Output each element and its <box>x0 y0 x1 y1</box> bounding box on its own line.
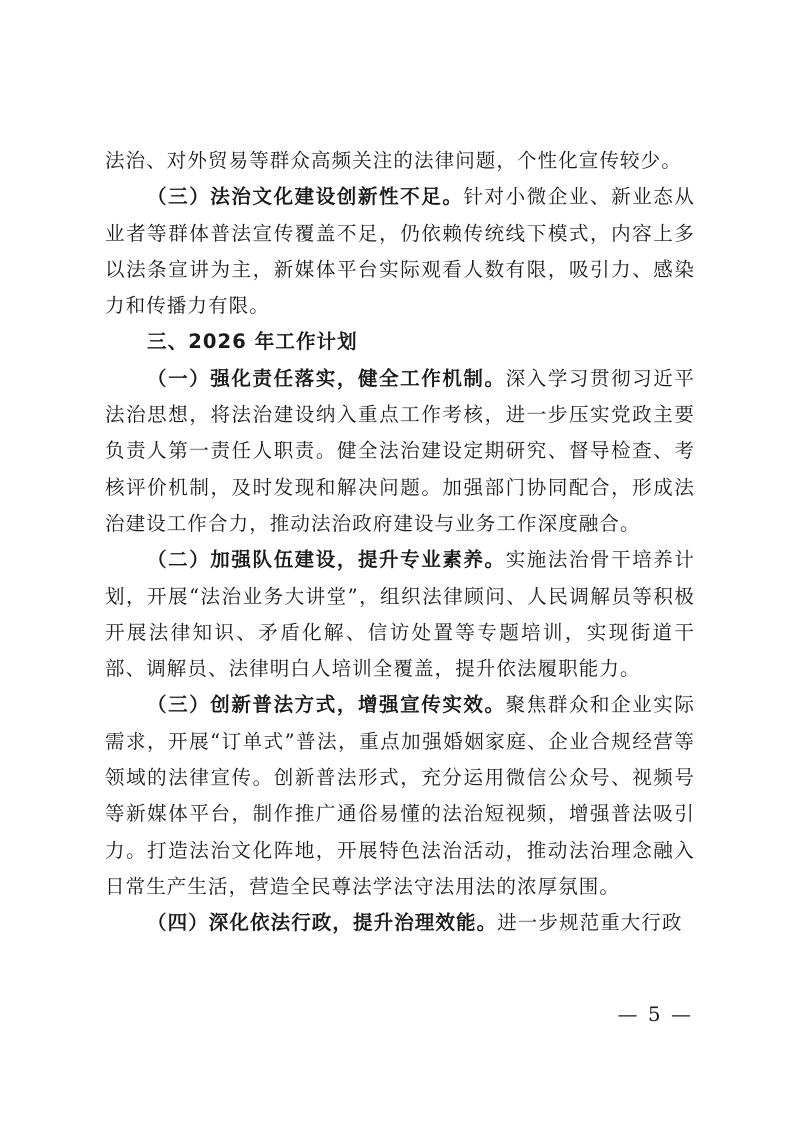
page-number: — 5 — <box>617 1002 693 1026</box>
paragraph-plan-3 <box>105 687 695 905</box>
paragraph-lead: （二）加强队伍建设，提升专业素养。 <box>147 548 506 572</box>
paragraph-problem-3 <box>105 179 695 324</box>
paragraph-plan-2 <box>105 542 695 687</box>
paragraph-plan-4 <box>105 905 695 941</box>
paragraph-text: 聚焦群众和企业实际需求，开展“订单式”普法，重点加强婚姻家庭、企业合规经营等领域的法律宣传。创新普法形式，充分运用微信公众号、视频号等新媒体平台，制作推广通俗易懂的法治短视频，增强普法吸引力。打造法治文化阵地，开展特色法治活动，推动法治理念融入日常生产生活，营造全民尊法学法守法用法的浓厚氛围。 <box>105 693 696 898</box>
paragraph-text: 针对小微企业、新业态从业者等群体普法宣传覆盖不足，仍依赖传统线下模式，内容上多以法条宣讲为主，新媒体平台实际观看人数有限，吸引力、感染力和传播力有限。 <box>105 185 695 318</box>
paragraph-continuation <box>105 143 695 179</box>
section-heading: 三、2026 年工作计划 <box>147 330 358 354</box>
paragraph-plan-1 <box>105 361 695 542</box>
paragraph-lead: （一）强化责任落实，健全工作机制。 <box>147 366 506 390</box>
paragraph-text: 实施法治骨干培养计划，开展“法治业务大讲堂”，组织法律顾问、人民调解员等积极开展法律知识、矛盾化解、信访处置等专题培训，实现街道干部、调解员、法律明白人培训全覆盖，提升依法履职能力。 <box>105 548 696 681</box>
paragraph-lead: （三）创新普法方式，增强宣传实效。 <box>147 693 506 717</box>
paragraph-lead: （四）深化依法行政，提升治理效能。 <box>147 911 498 935</box>
paragraph-text: 进一步规范重大行政 <box>497 911 683 935</box>
paragraph-text: 法治、对外贸易等群众高频关注的法律问题，个性化宣传较少。 <box>105 149 682 172</box>
paragraph-text: 深入学习贯彻习近平法治思想，将法治建设纳入重点工作考核，进一步压实党政主要负责人第一责任人职责。健全法治建设定期研究、督导检查、考核评价机制，及时发现和解决问题。加强部门协同配合，形成法治建设工作合力，推动法治政府建设与业务工作深度融合。 <box>105 366 696 535</box>
paragraph-lead: （三）法治文化建设创新性不足。 <box>147 185 464 209</box>
document-body <box>105 143 695 942</box>
